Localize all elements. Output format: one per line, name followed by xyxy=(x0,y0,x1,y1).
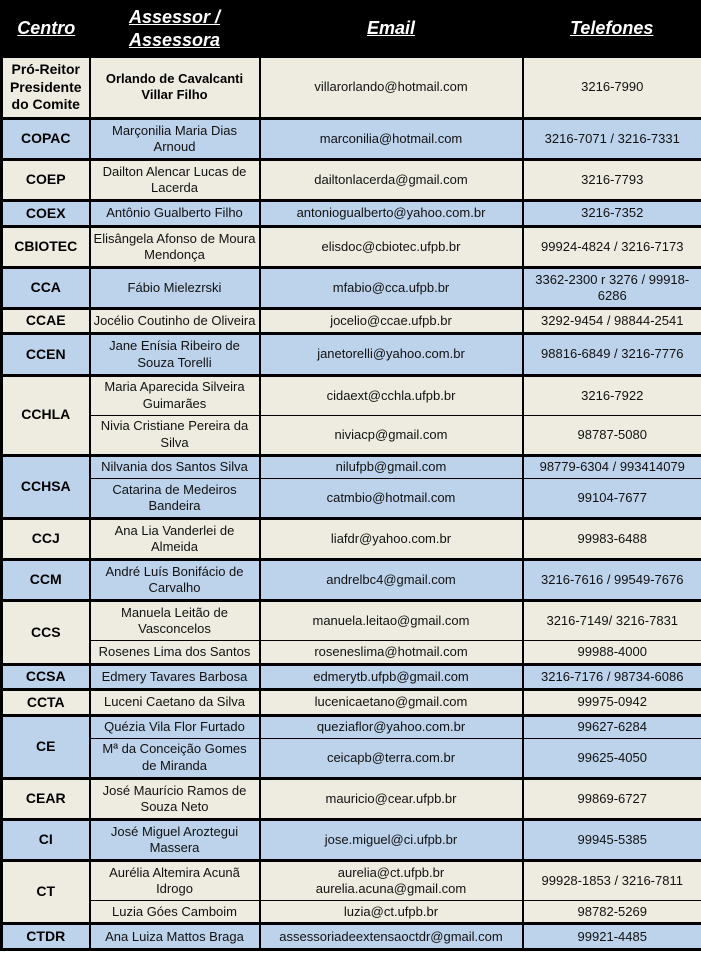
table-row xyxy=(2,57,701,119)
phone-cell: 3216-7990 xyxy=(523,57,701,119)
center-group xyxy=(2,664,701,690)
phone-cell: 99983-6488 xyxy=(523,519,701,560)
center-group xyxy=(2,778,701,819)
email-text: aurelia.acuna@gmail.com xyxy=(315,881,467,897)
phone-cell: 99921-4485 xyxy=(523,924,701,950)
phone-cell: 3216-7176 / 98734-6086 xyxy=(523,664,701,690)
assessor-name-cell: Ana Lia Vanderlei de Almeida xyxy=(90,519,260,560)
table-row xyxy=(2,901,701,924)
column-header: Email xyxy=(260,2,523,57)
assessor-name-cell: Nivia Cristiane Pereira da Silva xyxy=(90,415,260,455)
email-cell xyxy=(260,715,523,738)
phone-cell: 3216-7071 / 3216-7331 xyxy=(523,118,701,159)
center-group xyxy=(2,118,701,159)
table-row xyxy=(2,715,701,738)
center-group xyxy=(2,226,701,267)
center-group xyxy=(2,267,701,308)
phone-cell: 99945-5385 xyxy=(523,819,701,860)
email-text: mauricio@cear.ufpb.br xyxy=(325,790,457,806)
email-cell xyxy=(260,560,523,601)
centro-cell: COEP xyxy=(2,160,90,201)
assessor-name-cell: Aurélia Altemira Acunã Idrogo xyxy=(90,861,260,901)
phone-cell: 99869-6727 xyxy=(523,778,701,819)
centro-cell: CCA xyxy=(2,267,90,308)
centro-cell: CEAR xyxy=(2,778,90,819)
email-text: villarorlando@hotmail.com xyxy=(314,79,468,95)
email-text: assessoriadeextensaoctdr@gmail.com xyxy=(279,928,503,944)
email-text: liafdr@yahoo.com.br xyxy=(330,530,452,546)
centro-cell: CE xyxy=(2,715,90,778)
table-row xyxy=(2,478,701,518)
phone-cell: 99625-4050 xyxy=(523,738,701,778)
email-text: antoniogualberto@yahoo.com.br xyxy=(296,205,486,221)
phone-cell: 3216-7793 xyxy=(523,160,701,201)
email-cell xyxy=(260,118,523,159)
email-cell xyxy=(260,201,523,227)
email-text: queziaflor@yahoo.com.br xyxy=(316,718,466,734)
table-row xyxy=(2,160,701,201)
email-cell xyxy=(260,601,523,641)
assessor-name-cell: Nilvania dos Santos Silva xyxy=(90,455,260,478)
table-row xyxy=(2,118,701,159)
email-cell xyxy=(260,160,523,201)
assessor-name-cell: Catarina de Medeiros Bandeira xyxy=(90,478,260,518)
center-group xyxy=(2,308,701,334)
centro-cell: CCSA xyxy=(2,664,90,690)
table-row xyxy=(2,267,701,308)
email-text: catmbio@hotmail.com xyxy=(326,489,456,505)
table-row xyxy=(2,664,701,690)
email-text: aurelia@ct.ufpb.br xyxy=(337,864,445,880)
centro-cell: CTDR xyxy=(2,924,90,950)
centro-cell: CBIOTEC xyxy=(2,226,90,267)
assessor-name-cell: Fábio Mielezrski xyxy=(90,267,260,308)
phone-cell: 98787-5080 xyxy=(523,415,701,455)
assessor-name-cell: Maria Aparecida Silveira Guimarães xyxy=(90,375,260,415)
assessor-name-cell: Rosenes Lima dos Santos xyxy=(90,641,260,664)
email-cell xyxy=(260,57,523,119)
centro-cell: CCHSA xyxy=(2,455,90,518)
email-cell xyxy=(260,267,523,308)
email-cell xyxy=(260,519,523,560)
center-group xyxy=(2,861,701,924)
centro-cell: CCHLA xyxy=(2,375,90,455)
table-row xyxy=(2,641,701,664)
email-cell xyxy=(260,738,523,778)
assessor-name-cell: Ana Luiza Mattos Braga xyxy=(90,924,260,950)
email-cell xyxy=(260,819,523,860)
phone-cell: 99975-0942 xyxy=(523,690,701,716)
center-group xyxy=(2,160,701,201)
email-cell xyxy=(260,308,523,334)
assessor-name-cell: Marçonilia Maria Dias Arnoud xyxy=(90,118,260,159)
email-text: dailtonlacerda@gmail.com xyxy=(314,172,468,188)
email-cell xyxy=(260,375,523,415)
center-group xyxy=(2,560,701,601)
email-cell xyxy=(260,690,523,716)
column-header: Assessor / Assessora xyxy=(90,2,260,57)
phone-cell: 3216-7149/ 3216-7831 xyxy=(523,601,701,641)
column-header: Telefones xyxy=(523,2,701,57)
table-row xyxy=(2,560,701,601)
phone-cell: 3216-7616 / 99549-7676 xyxy=(523,560,701,601)
center-group xyxy=(2,519,701,560)
center-group xyxy=(2,924,701,950)
assessor-name-cell: Luceni Caetano da Silva xyxy=(90,690,260,716)
phone-cell: 99104-7677 xyxy=(523,478,701,518)
email-text: janetorelli@yahoo.com.br xyxy=(317,346,465,362)
centro-cell: CCJ xyxy=(2,519,90,560)
centro-cell: COEX xyxy=(2,201,90,227)
email-text: elisdoc@cbiotec.ufpb.br xyxy=(321,238,461,254)
email-text: manuela.leitao@gmail.com xyxy=(312,613,470,629)
email-cell xyxy=(260,415,523,455)
email-text: lucenicaetano@gmail.com xyxy=(314,694,468,710)
phone-cell: 98782-5269 xyxy=(523,901,701,924)
email-cell xyxy=(260,861,523,901)
email-cell xyxy=(260,901,523,924)
centro-cell: COPAC xyxy=(2,118,90,159)
centro-cell: CCEN xyxy=(2,334,90,375)
table-row xyxy=(2,375,701,415)
column-header: Centro xyxy=(2,2,90,57)
table-row xyxy=(2,819,701,860)
email-text: roseneslima@hotmail.com xyxy=(314,643,468,659)
assessor-name-cell: Dailton Alencar Lucas de Lacerda xyxy=(90,160,260,201)
center-group xyxy=(2,375,701,455)
phone-cell: 99928-1853 / 3216-7811 xyxy=(523,861,701,901)
table-row xyxy=(2,738,701,778)
assessor-name-cell: Orlando de Cavalcanti Villar Filho xyxy=(90,57,260,119)
assessor-name-cell: Elisângela Afonso de Moura Mendonça xyxy=(90,226,260,267)
centro-cell: CCM xyxy=(2,560,90,601)
center-group xyxy=(2,715,701,778)
phone-cell: 3362-2300 r 3276 / 99918-6286 xyxy=(523,267,701,308)
centro-cell: CCTA xyxy=(2,690,90,716)
centro-cell: CCAE xyxy=(2,308,90,334)
centro-cell: CI xyxy=(2,819,90,860)
phone-cell: 99924-4824 / 3216-7173 xyxy=(523,226,701,267)
center-group xyxy=(2,455,701,518)
email-text: nilufpb@gmail.com xyxy=(335,459,447,475)
assessor-name-cell: Luzia Góes Camboim xyxy=(90,901,260,924)
assessor-name-cell: Quézia Vila Flor Furtado xyxy=(90,715,260,738)
center-group xyxy=(2,334,701,375)
email-cell xyxy=(260,478,523,518)
email-text: cidaext@cchla.ufpb.br xyxy=(326,387,456,403)
assessor-name-cell: André Luís Bonifácio de Carvalho xyxy=(90,560,260,601)
table-row xyxy=(2,690,701,716)
table-header xyxy=(2,2,701,57)
center-group xyxy=(2,690,701,716)
email-cell xyxy=(260,778,523,819)
email-cell xyxy=(260,641,523,664)
phone-cell: 3216-7922 xyxy=(523,375,701,415)
email-text: edmerytb.ufpb@gmail.com xyxy=(313,668,469,684)
center-group xyxy=(2,57,701,119)
phone-cell: 98779-6304 / 993414079 xyxy=(523,455,701,478)
table-row xyxy=(2,519,701,560)
center-group xyxy=(2,819,701,860)
assessor-name-cell: Mª da Conceição Gomes de Miranda xyxy=(90,738,260,778)
table-row xyxy=(2,778,701,819)
email-cell xyxy=(260,455,523,478)
table-row xyxy=(2,924,701,950)
center-group xyxy=(2,201,701,227)
phone-cell: 98816-6849 / 3216-7776 xyxy=(523,334,701,375)
centro-cell: CCS xyxy=(2,601,90,664)
email-cell xyxy=(260,924,523,950)
email-cell xyxy=(260,334,523,375)
centro-cell: Pró-Reitor Presidente do Comite xyxy=(2,57,90,119)
table-row xyxy=(2,415,701,455)
phone-cell: 3216-7352 xyxy=(523,201,701,227)
email-text: marconilia@hotmail.com xyxy=(319,130,463,146)
assessor-name-cell: Antônio Gualberto Filho xyxy=(90,201,260,227)
table-row xyxy=(2,226,701,267)
centro-cell: CT xyxy=(2,861,90,924)
table-row xyxy=(2,201,701,227)
table-row xyxy=(2,861,701,901)
email-cell xyxy=(260,664,523,690)
email-text: jose.miguel@ci.ufpb.br xyxy=(324,831,458,847)
header-row xyxy=(2,2,701,57)
email-text: mfabio@cca.ufpb.br xyxy=(332,279,450,295)
phone-cell: 99627-6284 xyxy=(523,715,701,738)
table-row xyxy=(2,455,701,478)
email-text: andrelbc4@gmail.com xyxy=(326,572,456,588)
assessor-name-cell: Jocélio Coutinho de Oliveira xyxy=(90,308,260,334)
email-cell xyxy=(260,226,523,267)
phone-cell: 3292-9454 / 98844-2541 xyxy=(523,308,701,334)
email-text: luzia@ct.ufpb.br xyxy=(343,903,439,919)
assessor-name-cell: José Maurício Ramos de Souza Neto xyxy=(90,778,260,819)
center-group xyxy=(2,601,701,664)
table-row xyxy=(2,334,701,375)
assessor-name-cell: Jane Enísia Ribeiro de Souza Torelli xyxy=(90,334,260,375)
phone-cell: 99988-4000 xyxy=(523,641,701,664)
assessor-name-cell: Edmery Tavares Barbosa xyxy=(90,664,260,690)
table-row xyxy=(2,308,701,334)
email-text: ceicapb@terra.com.br xyxy=(326,749,456,765)
assessor-name-cell: Manuela Leitão de Vasconcelos xyxy=(90,601,260,641)
assessor-name-cell: José Miguel Aroztegui Massera xyxy=(90,819,260,860)
email-text: jocelio@ccae.ufpb.br xyxy=(330,313,452,329)
email-text: niviacp@gmail.com xyxy=(334,426,448,442)
table-row xyxy=(2,601,701,641)
